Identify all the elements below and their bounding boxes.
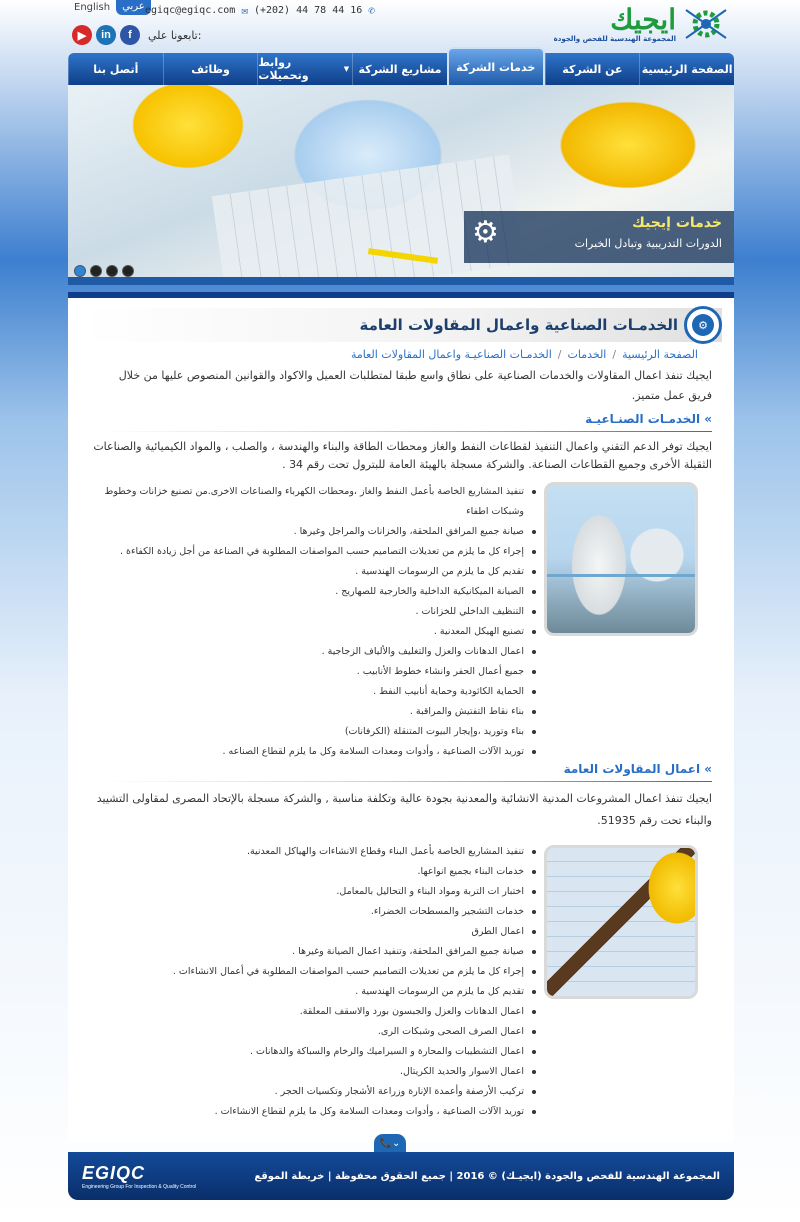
list-item: تنفيذ المشاريع الخاصة بأعمل البناء وقطاع الانشاءات والهياكل المعدنية.: [96, 842, 536, 862]
list-item: اعمال الدهانات والعزل والتغليف والألياف الزجاجية .: [96, 642, 536, 662]
list-item: إجراء كل ما يلزم من تعديلات التصاميم حسب المواصفات المطلوبة في أعمال الانشاءات .: [96, 962, 536, 982]
list-item: بناء وتوريد ،وإيجار البيوت المتنقلة (الكرفانات): [96, 722, 536, 742]
breadcrumb: الصفحة الرئيسية / الخدمات / الخدمـات الصناعيـة واعمال المقاولات العامة: [350, 348, 698, 361]
list-item: توريد الآلات الصناعية ، وأدوات ومعدات السلامة وكل ما يلزم لقطاع الصناعه .: [96, 742, 536, 762]
footer-logo[interactable]: EGIQC Engineering Group For Inspection & Quality Control: [82, 1162, 197, 1190]
main-navigation: [68, 53, 734, 85]
list-item: تصنيع الهيكل المعدنية .: [96, 622, 536, 642]
list-item: اعمال الصرف الصحى وشبكات الرى.: [96, 1022, 536, 1042]
list-item: اختبار ات التربة ومواد البناء و التحاليل بالمعامل.: [96, 882, 536, 902]
contact-info: [145, 4, 375, 17]
nav-contact[interactable]: أتصل بنا: [68, 53, 163, 85]
nav-services[interactable]: خدمات الشركة: [447, 47, 545, 85]
breadcrumb-services[interactable]: الخدمات: [567, 348, 607, 361]
list-item: اعمال الاسوار والحديد الكريتال.: [96, 1062, 536, 1082]
intro-paragraph: ايجيك تنفذ اعمال المقاولات والخدمات الصناعية على نطاق واسع طبقا لمتطلبات العميل والاكواد والقوانين المنصوص عليها من خلال فريق عمل متميز.: [118, 369, 712, 402]
list-item: بناء نقاط التفتيش والمراقبة .: [96, 702, 536, 722]
phone-number: (+202) 44 78 44 16: [253, 5, 363, 16]
hero-subtitle: الدورات التدريبية وتبادل الخبرات: [574, 237, 722, 250]
page-header: [82, 308, 722, 342]
facebook-icon[interactable]: f: [120, 25, 140, 45]
hero-caption: [464, 211, 734, 263]
industrial-services-list: [96, 482, 536, 762]
list-item: الحماية الكاثودية وحماية أنابيب النفط .: [96, 682, 536, 702]
logo-name: ايجيك: [610, 3, 676, 36]
logo-gear-icon: [682, 4, 730, 44]
list-item: تقديم كل ما يلزم من الرسومات الهندسية .: [96, 562, 536, 582]
nav-home[interactable]: الصفحة الرئيسية: [639, 53, 734, 85]
site-logo[interactable]: [554, 4, 730, 44]
nav-links-downloads[interactable]: روابط وتحميلات ▼: [257, 53, 352, 85]
page-title: الخدمـات الصناعية واعمال المقاولات العامة: [359, 316, 678, 334]
list-item: جميع أعمال الحفر وانشاء خطوط الأنابيب .: [96, 662, 536, 682]
gear-icon: ⚙: [472, 215, 499, 250]
breadcrumb-home[interactable]: الصفحة الرئيسية: [622, 348, 698, 361]
hero-bottom-bar: [68, 277, 734, 285]
list-item: اعمال التشطيبات والمحارة و السيراميك والرخام والسباكة والدهانات .: [96, 1042, 536, 1062]
follow-us-label: تابعونا علي:: [148, 28, 202, 42]
list-item: خدمات البناء بجميع انواعها.: [96, 862, 536, 882]
linkedin-icon[interactable]: in: [96, 25, 116, 45]
nav-about[interactable]: عن الشركة: [545, 53, 640, 85]
slider-dot[interactable]: [122, 265, 134, 277]
youtube-icon[interactable]: ▶: [72, 25, 92, 45]
lang-english-link[interactable]: English: [74, 2, 111, 13]
industrial-plant-image: [544, 482, 698, 636]
content-top-border: [68, 292, 734, 298]
section-divider: [100, 781, 712, 782]
hero-title: خدمات إيجيك: [632, 215, 722, 231]
list-item: توريد الآلات الصناعية ، وأدوات ومعدات السلامة وكل ما يلزم لقطاع الانشاءات .: [96, 1102, 536, 1122]
industrial-section-title[interactable]: » الخدمـات الصنـاعيـة: [585, 412, 712, 426]
slider-pagination: [74, 265, 134, 277]
list-item: تقديم كل ما يلزم من الرسومات الهندسية .: [96, 982, 536, 1002]
logo-tagline: المجموعة الهندسية للفحص والجودة: [553, 35, 676, 43]
top-bar: [0, 0, 800, 52]
nav-projects[interactable]: مشاريع الشركة: [352, 53, 447, 85]
list-item: اعمال الطرق: [96, 922, 536, 942]
list-item: اعمال الدهانات والعزل والجبسون بورد والاسقف المعلقة.: [96, 1002, 536, 1022]
hero-slider: [68, 85, 734, 285]
list-item: إجراء كل ما يلزم من تعديلات التصاميم حسب المواصفات المطلوبة في الصناعة من أجل زيادة الكفاءة .: [96, 542, 536, 562]
chevron-down-icon: ▼: [343, 65, 350, 73]
list-item: تركيب الأرصفة وأعمدة الإنارة وزراعة الأشجار وتكسيات الحجر .: [96, 1082, 536, 1102]
email-link[interactable]: egiqc@egiqc.com: [145, 5, 236, 16]
list-item: الصيانة الميكانيكية الداخلية والخارجية للصهاريج .: [96, 582, 536, 602]
slider-dot[interactable]: [74, 265, 86, 277]
envelope-icon: ✉: [241, 4, 248, 17]
section-divider: [100, 431, 712, 432]
nav-jobs[interactable]: وظائف: [163, 53, 258, 85]
contracting-services-list: [96, 842, 536, 1122]
lang-arabic-link[interactable]: عربي: [116, 0, 151, 15]
phone-toggle-button[interactable]: 📞⌄: [374, 1134, 406, 1152]
list-item: صيانة جميع المرافق الملحقة، وتنفيد اعمال الصيانة وغيرها .: [96, 942, 536, 962]
list-item: التنظيف الداخلي للخزانات .: [96, 602, 536, 622]
contracting-intro: ايجيك تنفذ اعمال المشروعات المدنية الانشائية والمعدنية بجودة عالية وتكلفة مناسبة , والشركة مسجلة بالإتحاد المصرى لمقاولى التشييد والبناء تحت رقم 51935.: [96, 792, 712, 827]
breadcrumb-current: الخدمـات الصناعيـة واعمال المقاولات العامة: [350, 348, 552, 361]
site-footer: [68, 1152, 734, 1200]
footer-copyright: المجموعة الهندسية للفحص والجودة (ايجيـك) © 2016 | جميع الحقوق محفوظة | خريطة الموقع: [254, 1170, 720, 1182]
contracting-section-title[interactable]: » اعمال المقاولات العامة: [563, 762, 712, 776]
list-item: صيانة جميع المرافق الملحقة، والخزانات والمراجل وغيرها .: [96, 522, 536, 542]
list-item: خدمات التشجير والمسطحات الخضراء.: [96, 902, 536, 922]
industrial-intro: ايجيك توفر الدعم التقني واعمال التنفيذ لقطاعات النفط والغاز ومحطات الطاقة والبناء والهندسة ، والصلب ، والمواد الكيميائية والصناعات الثقيلة الأخرى وجميع القطاعات الصناعة. والشركة مسجلة بالهيئة العامة للبترول تحت رقم 34 .: [93, 440, 712, 471]
construction-tools-image: [544, 845, 698, 999]
list-item: تنفيذ المشاريع الخاصة بأعمل النفط والغاز ،ومحطات الكهرباء والصناعات الاخرى.من تصنيع خزانات وخطوط وشبكات اطفاء: [96, 482, 536, 522]
slider-dot[interactable]: [90, 265, 102, 277]
main-content: [68, 292, 734, 1142]
slider-dot[interactable]: [106, 265, 118, 277]
language-switcher: [72, 0, 151, 15]
social-links: [72, 25, 201, 45]
phone-icon: ✆: [368, 4, 375, 17]
services-badge-icon: ⚙: [684, 306, 722, 344]
